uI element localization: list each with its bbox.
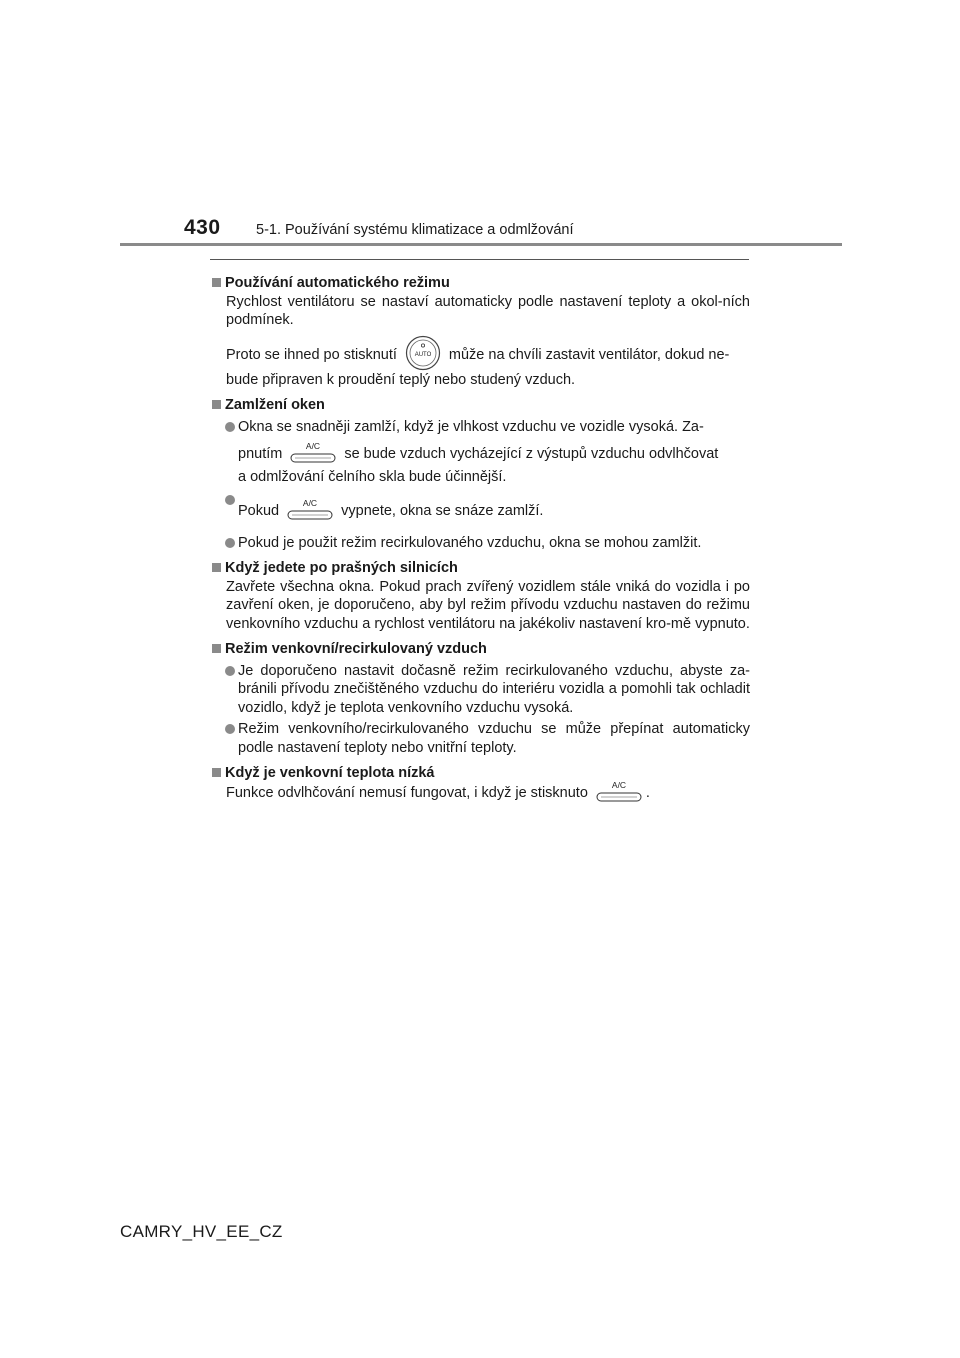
- recirc-bullet-1: Je doporučeno nastavit dočasně režim recirkulovaného vzduchu, abyste za-bránili přívodu znečištěného vzduchu do interiéru vozidla a pomohli tak ochladit vozidlo, když je teplota venkovního vzduchu vysoká.: [212, 662, 750, 718]
- heading-dusty-roads: Když jedete po prašných silnicích: [212, 559, 750, 578]
- auto-icon-label: AUTO: [414, 351, 432, 358]
- ac-button-icon: [288, 439, 338, 465]
- fogging-b2-after: vypnete, okna se snáze zamlží.: [341, 502, 544, 519]
- fogging-b1-end: a odmlžování čelního skla bude účinnější.: [238, 469, 507, 485]
- heading-auto-mode: Používání automatického režimu: [212, 274, 750, 293]
- auto-button-icon: [405, 335, 441, 371]
- recirc-bullet-2: Režim venkovního/recirkulovaného vzduchu se může přepínat automaticky podle nastavení teploty nebo vnitřní teploty.: [212, 720, 750, 757]
- fogging-b1-before: pnutím: [238, 446, 283, 462]
- footer-doc-code: CAMRY_HV_EE_CZ: [120, 1222, 283, 1241]
- heading-outside-recirc: Režim venkovní/recirkulovaný vzduch: [212, 640, 750, 659]
- fogging-b1-start: Okna se snadněji zamlží, když je vlhkost vzduchu ve vozidle vysoká. Za-: [238, 418, 704, 435]
- low-temp-after: .: [645, 784, 650, 801]
- fogging-bullet-2: [212, 491, 750, 531]
- fogging-b1-after: se bude vzduch vycházející z výstupů vzduchu odvlhčovat: [344, 446, 719, 462]
- ac-icon-label: A/C: [306, 441, 321, 452]
- auto-mode-paragraph-3: bude připraven k proudění teplý nebo studený vzduch.: [226, 371, 576, 388]
- content: [212, 271, 750, 807]
- auto-text-before: Proto se ihned po stisknutí: [226, 346, 397, 363]
- fogging-b2-before: Pokud: [238, 502, 280, 519]
- fogging-bullet-1: [212, 418, 750, 487]
- auto-mode-paragraph: Rychlost ventilátoru se nastaví automaticky podle nastavení teploty a okol-ních podmínek.: [226, 293, 750, 328]
- heading-fogging: Zamlžení oken: [212, 396, 750, 415]
- fogging-bullet-3: Pokud je použit režim recirkulovaného vzduchu, okna se mohou zamlžit.: [212, 534, 750, 553]
- heading-low-temp: Když je venkovní teplota nízká: [212, 764, 750, 783]
- low-temp-before: Funkce odvlhčování nemusí fungovat, i když je stisknuto: [226, 784, 588, 801]
- page-number: 430: [184, 216, 221, 239]
- section-title: 5-1. Používání systému klimatizace a odmlžování: [256, 222, 574, 238]
- auto-mode-paragraph-2: [212, 335, 750, 375]
- header-rule: [120, 243, 842, 246]
- ac-button-icon: [594, 778, 644, 804]
- low-temp-paragraph: [212, 779, 750, 807]
- ac-button-icon: [285, 496, 335, 522]
- ac-icon-label: A/C: [303, 497, 318, 508]
- auto-text-after: může na chvíli zastavit ventilátor, dokud ne-: [448, 346, 730, 363]
- ac-icon-label: A/C: [611, 779, 626, 790]
- dusty-roads-paragraph: Zavřete všechna okna. Pokud prach zvířený vozidlem stále vniká do vozidla i po zavření oken, je doporučeno, aby byl režim přívodu vzduchu nastaven do režimu venkovního vzduchu a rychlost ventilátoru na jakékoliv nastavení kro-mě vypnuto.: [226, 578, 750, 632]
- section-rule: [210, 259, 749, 260]
